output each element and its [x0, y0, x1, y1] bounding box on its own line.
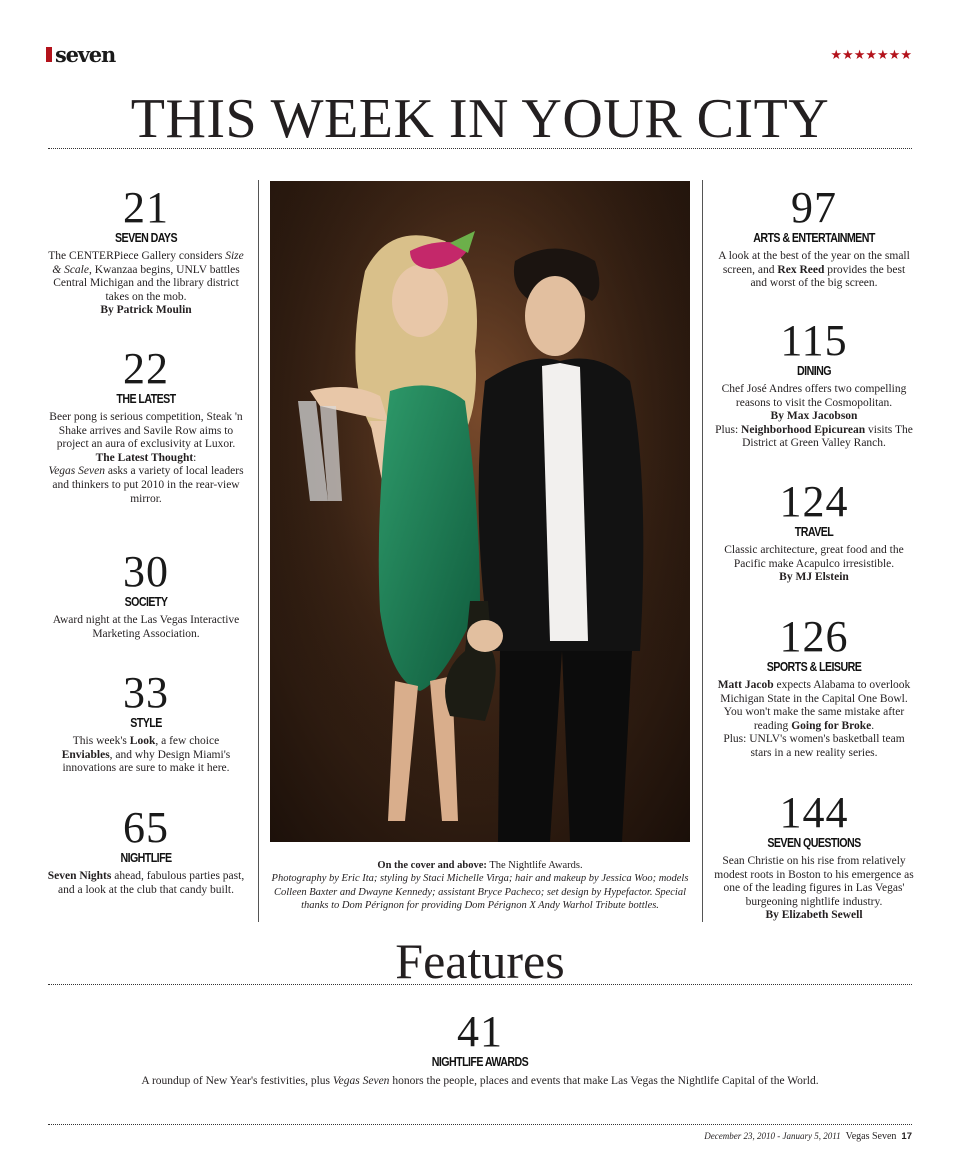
- page-number: 30: [123, 547, 169, 596]
- entry-description: A look at the best of the year on the small screen, and Rex Reed provides the best and worst of the big screen.: [718, 250, 910, 290]
- logo-text: seven: [55, 42, 116, 67]
- cover-photo-illustration: [270, 181, 690, 842]
- contents-entry[interactable]: [46, 547, 246, 641]
- contents-entry[interactable]: [714, 183, 914, 291]
- contents-entry[interactable]: [714, 477, 914, 585]
- section-title: NIGHTLIFE: [120, 850, 172, 865]
- section-title: NIGHTLIFE AWARDS: [431, 1054, 529, 1069]
- page-number: 124: [779, 477, 849, 526]
- folio-page-number: 17: [901, 1131, 912, 1142]
- section-title: TRAVEL: [794, 524, 834, 539]
- rating-stars: ★★★★★★★: [830, 48, 912, 63]
- section-title: SEVEN DAYS: [114, 230, 177, 245]
- footer-divider: [48, 1124, 912, 1125]
- entry-description: Beer pong is serious competition, Steak 'n Shake arrives and Savile Row aims to project an aura of exclusivity at Luxor. The Latest Thought: Vegas Seven asks a variety of local leaders and thinkers to put 2010 in the rear-view mirror.: [48, 411, 244, 505]
- contents-entry[interactable]: [714, 612, 914, 761]
- entry-description: Award night at the Las Vegas Interactive Marketing Association.: [52, 614, 240, 640]
- contents-entry[interactable]: [714, 788, 914, 923]
- contents-entry[interactable]: [46, 183, 246, 318]
- title-divider: [48, 148, 912, 149]
- feature-entry[interactable]: [0, 1007, 960, 1088]
- section-title: SEVEN QUESTIONS: [767, 835, 861, 850]
- logo-mark: [46, 47, 52, 62]
- page-number: 126: [779, 612, 849, 661]
- contents-entry[interactable]: [46, 803, 246, 897]
- page-number: 22: [123, 344, 169, 393]
- entry-description: Chef José Andres offers two compelling reasons to visit the Cosmopolitan. By Max Jacobson Plus: Neighborhood Epicurean visits The District at Green Valley Ranch.: [715, 383, 913, 450]
- features-divider: [48, 984, 912, 985]
- cover-photo: [270, 181, 690, 842]
- section-title: SOCIETY: [124, 594, 168, 609]
- page-title: THIS WEEK IN YOUR CITY: [130, 88, 830, 150]
- magazine-logo: [46, 42, 115, 67]
- page-number: 21: [123, 183, 169, 232]
- page-footer: [704, 1131, 912, 1142]
- contents-entry[interactable]: [714, 316, 914, 451]
- cover-caption: On the cover and above: The Nightlife Awards. Photography by Eric Ita; styling by Staci Michelle Virga; hair and makeup by Jessica Woo; models Colleen Baxter and Dwayne Kennedy; assistant Bryce Pacheco; set design by Hypefactor. Special thanks to Dom Pérignon for providing Dom Pérignon X Andy Warhol Tribute bottles.: [271, 860, 689, 912]
- issue-date: December 23, 2010 - January 5, 2011: [704, 1131, 841, 1141]
- publication-name: Vegas Seven: [845, 1131, 897, 1142]
- entry-description: This week's Look, a few choice Enviables, and why Design Miami's innovations are sure to make it here.: [61, 735, 231, 775]
- page-number: 144: [779, 788, 849, 837]
- page-number: 97: [791, 183, 837, 232]
- section-title: THE LATEST: [116, 391, 176, 406]
- left-column-divider: [258, 180, 259, 922]
- page-number: 65: [123, 803, 169, 852]
- contents-entry[interactable]: [46, 344, 246, 506]
- feature-description: A roundup of New Year's festivities, plus Vegas Seven honors the people, places and events that make Las Vegas the Nightlife Capital of the World.: [141, 1075, 819, 1087]
- page-number: 115: [780, 316, 848, 365]
- right-column-divider: [702, 180, 703, 922]
- page-number: 33: [123, 668, 169, 717]
- entry-description: The CENTERPiece Gallery considers Size & Scale, Kwanzaa begins, UNLV battles Central Michigan and the library district takes on the mob. By Patrick Moulin: [48, 250, 244, 317]
- entry-description: Sean Christie on his rise from relatively modest roots in Boston to his emergence as one of the leading figures in Las Vegas' burgeoning nightlife industry. By Elizabeth Sewell: [714, 855, 914, 922]
- entry-description: Seven Nights ahead, fabulous parties past, and a look at the club that candy built.: [47, 870, 245, 896]
- section-title: STYLE: [130, 715, 162, 730]
- section-title: ARTS & ENTERTAINMENT: [753, 230, 875, 245]
- page-number: 41: [457, 1007, 503, 1056]
- entry-description: Matt Jacob expects Alabama to overlook Michigan State in the Capital One Bowl. You won't make the same mistake after reading Going for Broke. Plus: UNLV's women's basketball team stars in a new reality series.: [717, 679, 911, 759]
- features-heading: Features: [395, 933, 565, 989]
- section-title: SPORTS & LEISURE: [766, 659, 862, 674]
- entry-description: Classic architecture, great food and the Pacific make Acapulco irresistible. By MJ Elstein: [724, 544, 904, 584]
- contents-entry[interactable]: [46, 668, 246, 776]
- section-title: DINING: [797, 363, 831, 378]
